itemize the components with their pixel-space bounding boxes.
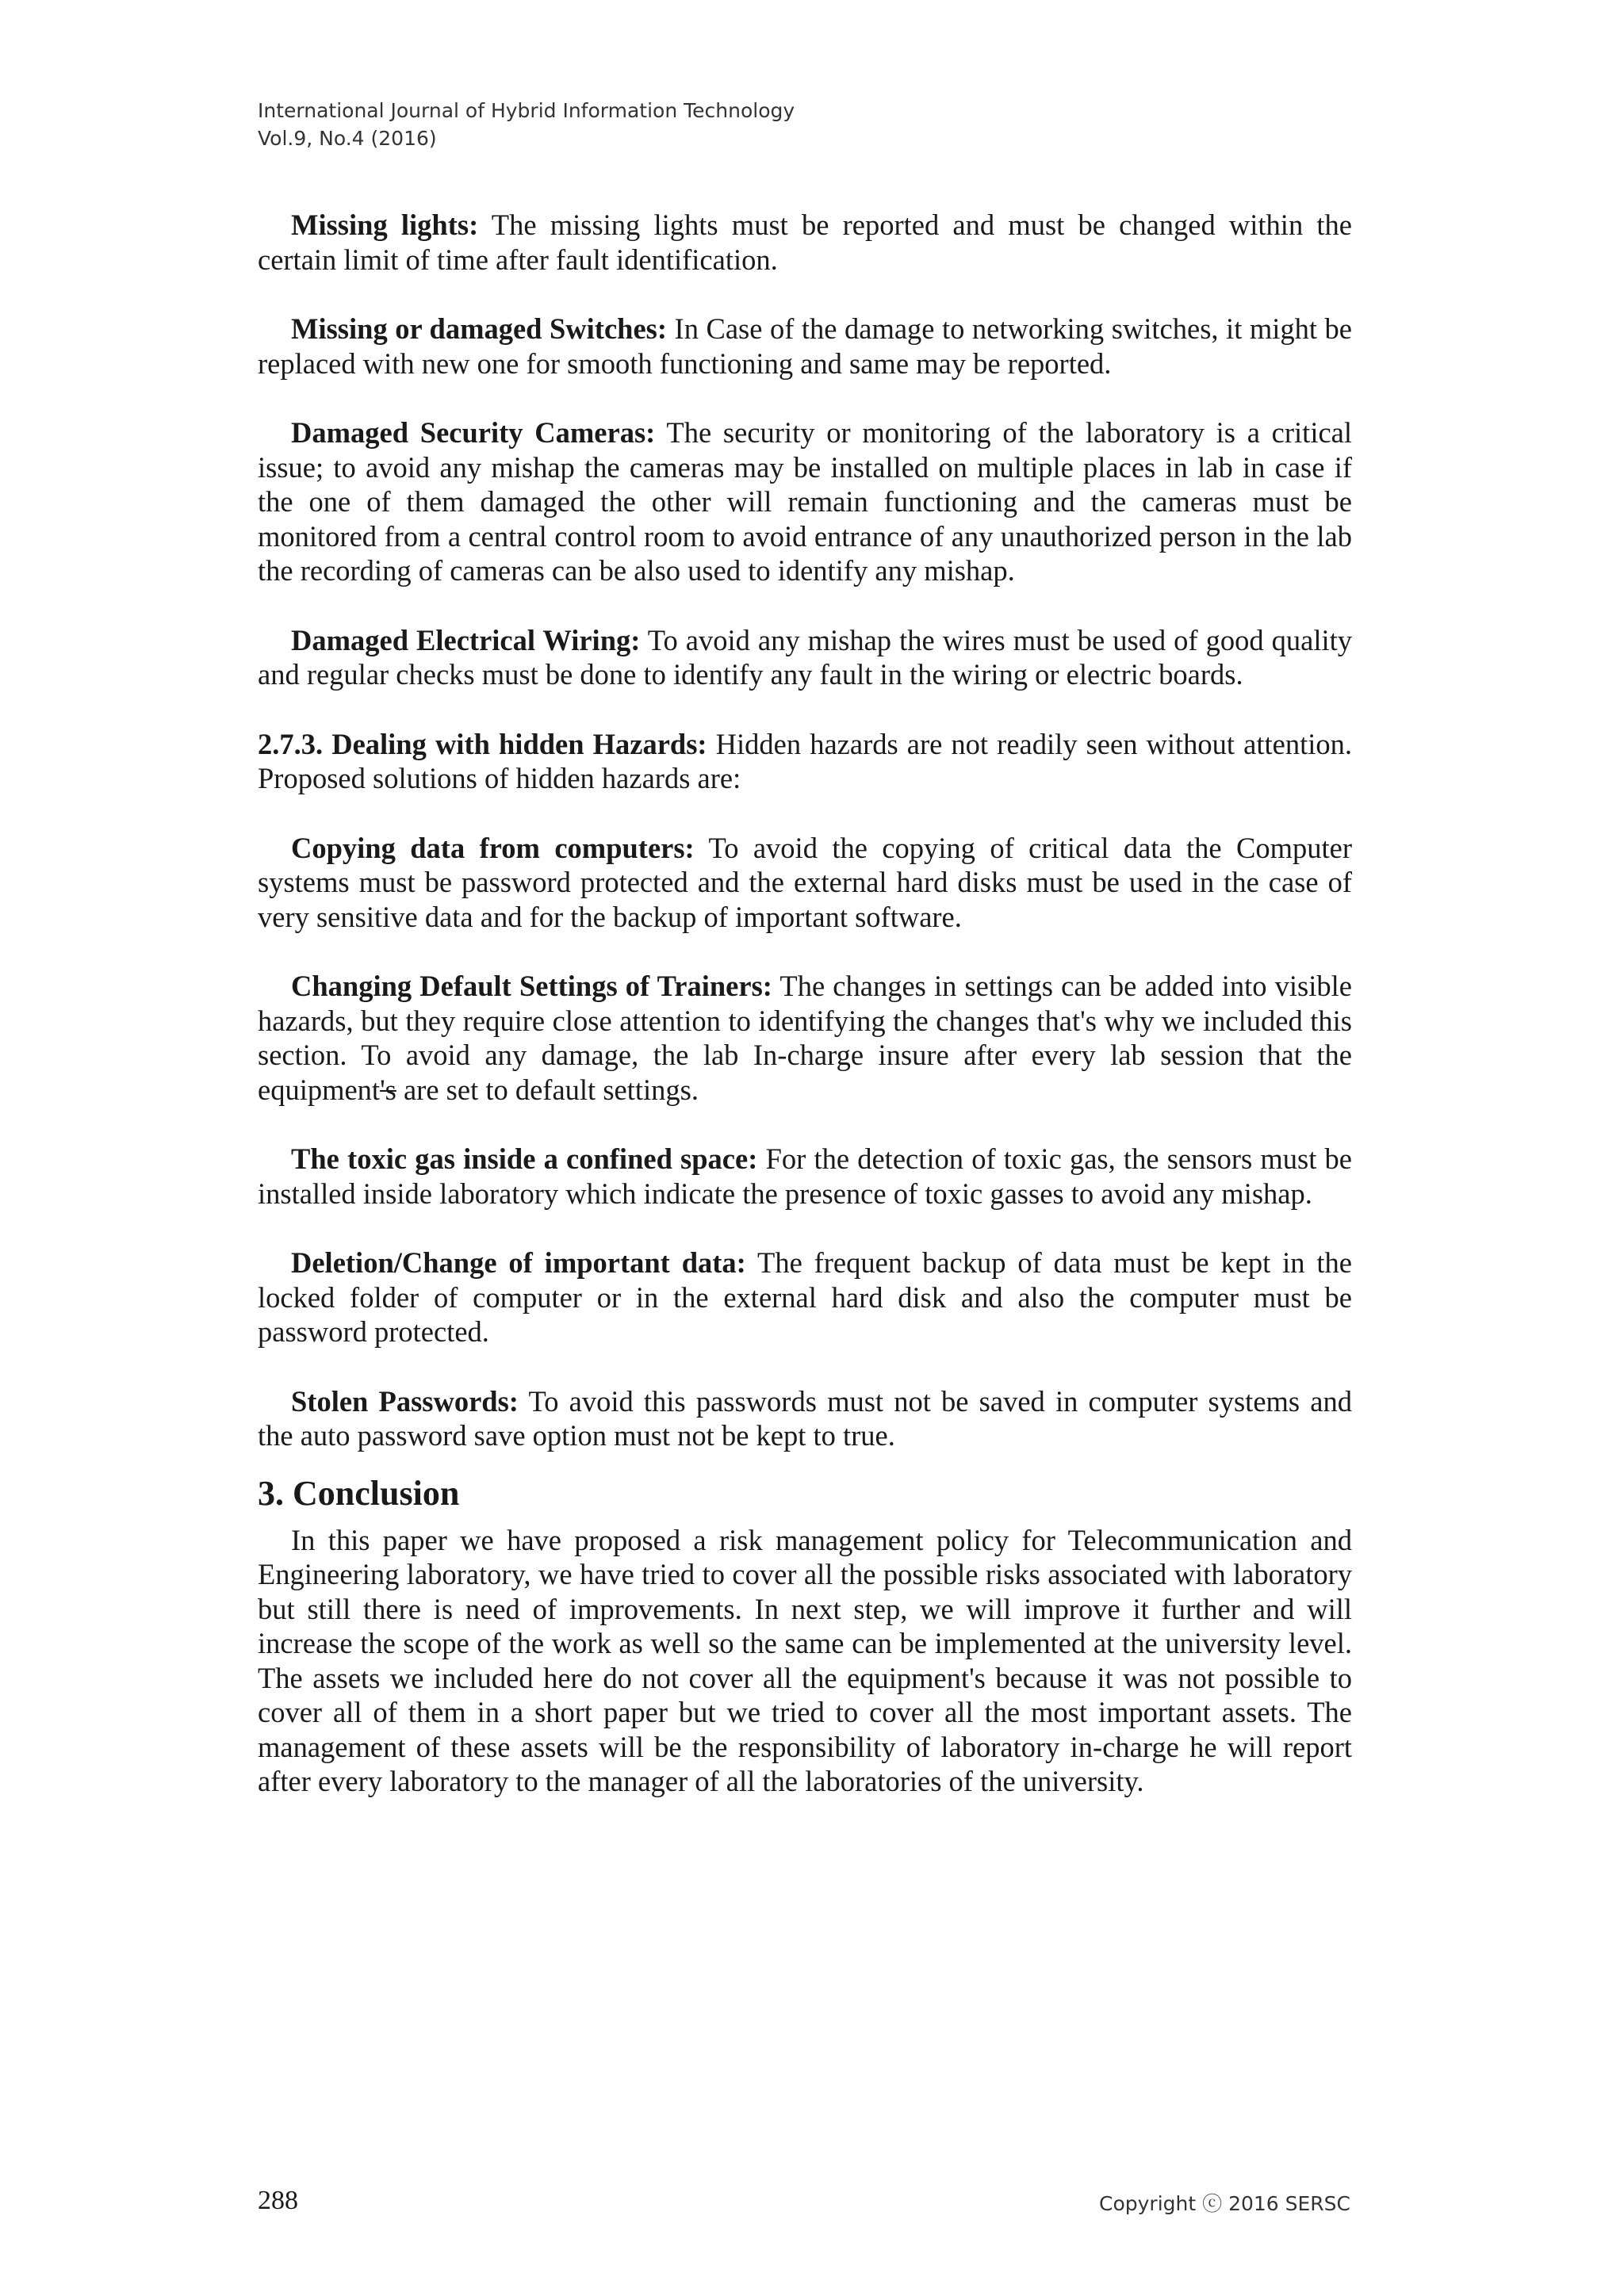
paragraph-label: Damaged Electrical Wiring: — [291, 623, 641, 656]
paragraph-label: Copying data from computers: — [291, 831, 695, 864]
paragraph-toxic-gas — [258, 1142, 1352, 1211]
paragraph-label: Missing or damaged Switches: — [291, 312, 668, 345]
paragraph-missing-switches — [258, 312, 1352, 381]
paragraph-text: The missing lights must be reported and must be changed within the certain limit of time after fault identification. — [258, 209, 1352, 276]
paragraph-conclusion: In this paper we have proposed a risk management policy for Telecommunication and Engineering laboratory, we have tried to cover all the possible risks associated with laboratory but still there is need of improvements. In next step, we will improve it further and will increase the scope of the work as well so the same can be implemented at the university level. The assets we included here do not cover all the equipment's because it was not possible to cover all of them in a short paper but we tried to cover all the most important assets. The management of these assets will be the responsibility of laboratory in-charge he will report after every laboratory to the manager of all the laboratories of the university. — [258, 1523, 1352, 1797]
paragraph-stolen-passwords — [258, 1384, 1352, 1453]
subsection-hidden-hazards — [258, 727, 1352, 796]
paragraph-deletion-data — [258, 1246, 1352, 1349]
paragraph-missing-lights — [258, 208, 1352, 277]
page-number: 288 — [258, 2186, 298, 2215]
paragraph-text: The changes in settings can be added into visible hazards, but they require close attention to identifying the changes that's why we included this section. To avoid any damage, the lab In-charge insure after every lab session that the equipment — [258, 970, 1352, 1106]
paragraph-text: To avoid this passwords must not be saved in computer systems and the auto password save option must not be kept to true. — [258, 1384, 1352, 1452]
paragraph-label: Missing lights: — [291, 209, 479, 241]
paragraph-label: Damaged Security Cameras: — [291, 416, 656, 449]
paragraph-label: Deletion/Change of important data: — [291, 1246, 746, 1279]
paragraph-copying-data — [258, 831, 1352, 935]
paragraph-text: Hidden hazards are not readily seen without attention. Proposed solutions of hidden hazards are: — [258, 727, 1353, 794]
journal-volume: Vol.9, No.4 (2016) — [258, 127, 437, 150]
paragraph-label: Stolen Passwords: — [291, 1384, 519, 1418]
paragraph-text: The frequent backup of data must be kept in the locked folder of computer or in the external hard disk and also the computer must be password protected. — [258, 1246, 1352, 1348]
struck-text: 's — [380, 1073, 396, 1106]
paragraph-text: For the detection of toxic gas, the sensors must be installed inside laboratory which indicate the presence of toxic gasses to avoid any mishap. — [258, 1142, 1352, 1210]
running-header — [258, 97, 795, 152]
paragraph-electrical-wiring — [258, 623, 1352, 692]
paragraph-text: To avoid any mishap the wires must be used of good quality and regular checks must be done to identify any fault in the wiring or electric boards. — [258, 623, 1352, 691]
paragraph-security-cameras — [258, 415, 1352, 588]
section-title-conclusion: 3. Conclusion — [258, 1473, 460, 1513]
body-text — [258, 208, 1352, 1834]
paragraph-text: The security or monitoring of the laboratory is a critical issue; to avoid any mishap the cameras may be installed on multiple places in lab in case if the one of them damaged the other will remain functioning and the cameras must be monitored from a central control room to avoid entrance of any unauthorized person in the lab the recording of cameras can be also used to identify any mishap. — [258, 416, 1352, 587]
paragraph-text: are set to default settings. — [396, 1073, 699, 1106]
journal-name: International Journal of Hybrid Information Technology — [258, 99, 795, 122]
paragraph-label: The toxic gas inside a confined space: — [291, 1142, 758, 1175]
paragraph-default-settings — [258, 969, 1352, 1107]
subsection-heading: 2.7.3. Dealing with hidden Hazards: — [258, 727, 707, 760]
paragraph-text: To avoid the copying of critical data the Computer systems must be password protected and the external hard disks must be used in the case of very sensitive data and for the backup of important software. — [258, 831, 1352, 933]
paragraph-text: In Case of the damage to networking switches, it might be replaced with new one for smooth functioning and same may be reported. — [258, 312, 1352, 380]
copyright-notice: Copyright ⓒ 2016 SERSC — [1099, 2192, 1350, 2215]
paragraph-label: Changing Default Settings of Trainers: — [291, 970, 772, 1002]
